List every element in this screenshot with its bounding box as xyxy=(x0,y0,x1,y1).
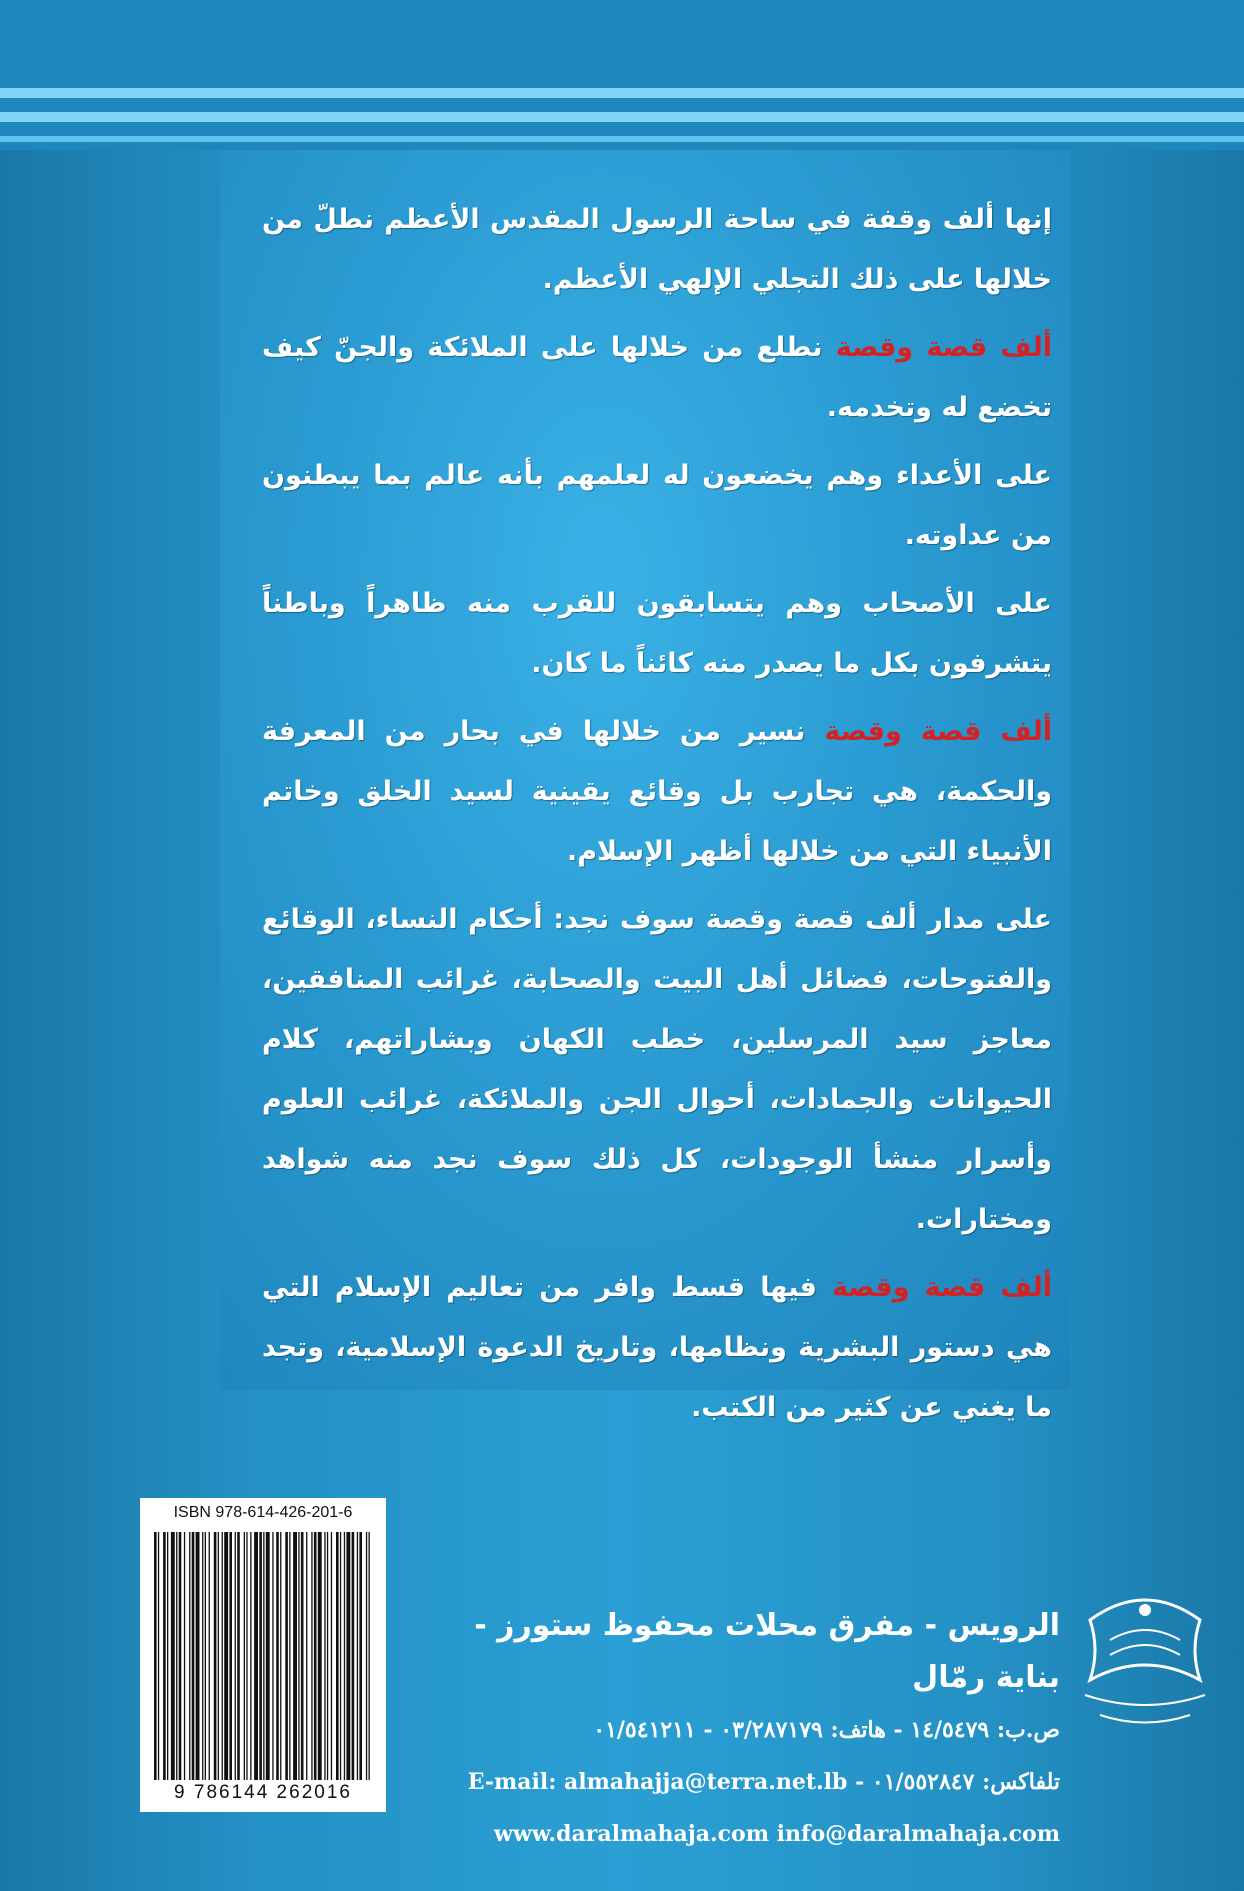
barcode xyxy=(140,1498,386,1812)
barcode-bar xyxy=(357,1532,358,1780)
highlighted-title: ألف قصة وقصة xyxy=(832,1272,1052,1303)
barcode-bar xyxy=(250,1532,251,1780)
barcode-bar xyxy=(246,1532,247,1780)
barcode-bar xyxy=(276,1532,279,1780)
barcode-bar xyxy=(272,1532,273,1780)
barcode-digits: 9 786144 262016 xyxy=(174,1782,352,1803)
blurb-text xyxy=(262,190,1052,1446)
barcode-bar xyxy=(359,1532,362,1780)
stripe-line xyxy=(0,112,1244,122)
stripe-line xyxy=(0,136,1244,142)
stripe-line xyxy=(0,88,1244,98)
blurb-paragraph xyxy=(262,318,1052,438)
barcode-bar xyxy=(327,1532,328,1780)
barcode-bar xyxy=(331,1532,332,1780)
paragraph-text: على الأصحاب وهم يتسابقون للقرب منه ظاهراً وباطناً يتشرفون بكل ما يصدر منه كائناً ما كان. xyxy=(262,588,1052,679)
barcode-bar xyxy=(344,1532,345,1780)
blurb-paragraph xyxy=(262,890,1052,1250)
barcode-bar xyxy=(306,1532,307,1780)
barcode-bar xyxy=(154,1532,157,1780)
publisher-logo xyxy=(1070,1580,1220,1750)
blurb-paragraph xyxy=(262,190,1052,310)
barcode-bar xyxy=(324,1532,325,1780)
barcode-bar xyxy=(224,1532,228,1780)
paragraph-text: على الأعداء وهم يخضعون له لعلمهم بأنه عالم بما يبطنون من عداوته. xyxy=(262,460,1052,551)
barcode-bar xyxy=(244,1532,245,1780)
barcode-bar xyxy=(205,1532,206,1780)
barcode-bar xyxy=(254,1532,258,1780)
barcode-bar xyxy=(285,1532,288,1780)
highlighted-title: ألف قصة وقصة xyxy=(835,332,1052,363)
isbn-label: ISBN 978-614-426-201-6 xyxy=(173,1504,353,1521)
paragraph-text: على مدار ألف قصة وقصة سوف نجد: أحكام النساء، الوقائع والفتوحات، فضائل أهل البيت والصحابة، غرائب المنافقين، معاجز سيد المرسلين، خطب الكهان وبشاراتهم، كلام الحيوانات والجمادات، أحوال الجن والملائكة، غرائب العلوم وأسرار منشأ الوجودات، كل ذلك سوف نجد منه شواهد ومختارات. xyxy=(262,904,1052,1235)
barcode-bar xyxy=(202,1532,203,1780)
barcode-bar xyxy=(369,1532,370,1780)
publisher-phone: ص.ب: ١٤/٥٤٧٩ - هاتف: ٠٣/٢٨٧١٧٩ - ٠١/٥٤١٢١١ xyxy=(593,1717,1060,1743)
paragraph-text: فيها قسط وافر من تعاليم الإسلام التي هي دستور البشرية ونظامها، وتاريخ الدعوة الإسلامية، وتجد ما يغني عن كثير من الكتب. xyxy=(262,1272,1052,1423)
barcode-bar xyxy=(311,1532,312,1780)
barcode-bar xyxy=(293,1532,297,1780)
barcode-bar xyxy=(209,1532,210,1780)
barcode-bar xyxy=(266,1532,270,1780)
barcode-bar xyxy=(184,1532,185,1780)
highlighted-title: ألف قصة وقصة xyxy=(824,716,1052,747)
barcode-bar xyxy=(189,1532,190,1780)
barcode-bar xyxy=(298,1532,299,1780)
barcode-bar xyxy=(179,1532,182,1780)
blurb-paragraph xyxy=(262,446,1052,566)
barcode-bar xyxy=(340,1532,341,1780)
barcode-bar xyxy=(314,1532,317,1780)
barcode-bar xyxy=(171,1532,175,1780)
paragraph-text: نطلع من خلالها على الملائكة والجنّ كيف تخضع له وتخدمه. xyxy=(262,332,1052,423)
barcode-bar xyxy=(301,1532,304,1780)
blurb-paragraph xyxy=(262,1258,1052,1438)
barcode-bar xyxy=(346,1532,350,1780)
barcode-bar xyxy=(336,1532,339,1780)
barcode-bar xyxy=(352,1532,355,1780)
barcode-bar xyxy=(318,1532,322,1780)
barcode-bar xyxy=(289,1532,290,1780)
barcode-bars xyxy=(154,1532,372,1780)
barcode-bar xyxy=(235,1532,236,1780)
barcode-bar xyxy=(263,1532,264,1780)
barcode-bar xyxy=(196,1532,200,1780)
publisher-address: الرويس - مفرق محلات محفوظ ستورز - بناية رمّال xyxy=(474,1608,1060,1695)
barcode-bar xyxy=(192,1532,195,1780)
barcode-bar xyxy=(280,1532,281,1780)
barcode-bar xyxy=(366,1532,367,1780)
barcode-bar xyxy=(163,1532,166,1780)
blurb-paragraph xyxy=(262,702,1052,882)
barcode-bar xyxy=(158,1532,159,1780)
paragraph-text: إنها ألف وقفة في ساحة الرسول المقدس الأعظم نطلّ من خلالها على ذلك التجلي الإلهي الأعظم. xyxy=(262,204,1052,295)
publisher-fax-email: تلفاكس: ٠١/٥٥٢٨٤٧ - E-mail: almahajja@terra.net.lb xyxy=(467,1769,1060,1795)
barcode-bar xyxy=(229,1532,232,1780)
barcode-bar xyxy=(222,1532,223,1780)
barcode-bar xyxy=(176,1532,177,1780)
publisher-info xyxy=(420,1600,1060,1860)
barcode-bar xyxy=(237,1532,240,1780)
barcode-bar xyxy=(214,1532,217,1780)
publisher-web: www.daralmahaja.com info@daralmahaja.com xyxy=(493,1821,1060,1847)
blurb-paragraph xyxy=(262,574,1052,694)
paragraph-text: نسير من خلالها في بحار من المعرفة والحكمة، هي تجارب بل وقائع يقينية لسيد الخلق وخاتم الأنبياء التي من خلالها أظهر الإسلام. xyxy=(262,716,1052,867)
barcode-bar xyxy=(259,1532,262,1780)
barcode-bar xyxy=(218,1532,219,1780)
barcode-bar xyxy=(167,1532,168,1780)
top-stripe-band xyxy=(0,0,1244,150)
